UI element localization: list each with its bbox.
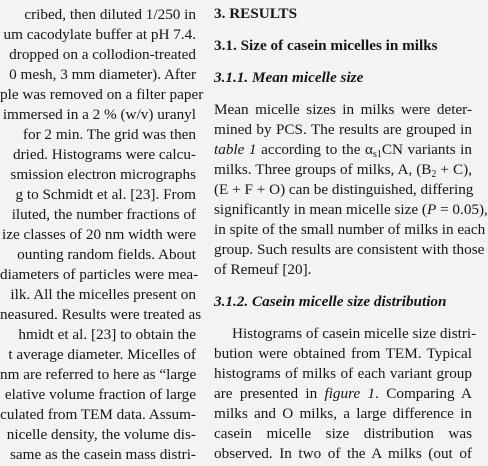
para1-line-4-text-end: + C), [436, 161, 472, 178]
para2-line-6: casein micelle size distribution was [214, 425, 472, 442]
section-heading: 3. RESULTS [214, 5, 298, 22]
p-value-symbol: P [426, 201, 437, 218]
para1-line-8: group. Such results are consistent with those [214, 241, 485, 258]
para1-line-9: of Remeuf [20]. [214, 261, 312, 278]
left-line-14: diameters of particles were mea- [0, 266, 199, 283]
left-line-10: g to Schmidt et al. [23]. From [15, 186, 196, 203]
para1-line-6-text: significantly in mean micelle size ( [214, 201, 427, 218]
left-line-8: dried. Histograms were calcu- [12, 146, 196, 163]
left-line-19: nm are referred to here as “large [0, 366, 197, 383]
para1-line-6 [214, 200, 488, 220]
para1-line-4-text: milks. Three groups of milks, A, (B [214, 161, 432, 178]
para2-line-3: histograms of milks of each variant group [214, 365, 472, 382]
left-line-18: t average diameter. Micelles of [8, 346, 196, 363]
alpha-subscript: s1 [372, 149, 382, 160]
para2-line-4 [214, 384, 472, 404]
para1-line-1-text: Mean micelle sizes in milks were deter- [214, 101, 472, 118]
para2-line-1: Histograms of casein micelle size distri- [232, 325, 477, 342]
left-line-17: hmidt et al. [23] to obtain the [18, 326, 196, 343]
subsection-heading: 3.1. Size of casein micelles in milks [214, 37, 438, 54]
para2-line-4-text-end: . Comparing A [375, 385, 472, 402]
left-line-11: iluted, the number fractions of [11, 206, 196, 223]
para1-line-3-text-end: CN variants in [381, 141, 472, 158]
para1-line-4 [214, 160, 472, 180]
left-line-15: ilk. All the micelles present on [10, 286, 196, 303]
para1-line-5: (E + F + O) can be distinguished, differing [214, 181, 474, 198]
left-line-4: 0 mesh, 3 mm diameter). After [9, 66, 196, 83]
para1-line-3-text: according to the α [256, 141, 373, 158]
left-line-1: cribed, then diluted 1/250 in [24, 6, 196, 23]
left-line-20: elative volume fraction of large [4, 386, 196, 403]
para1-line-7: in spite of the small number of milks in each [214, 221, 486, 238]
para2-line-5: milks and O milks, a large difference in [214, 405, 472, 422]
para1-line-1 [214, 100, 472, 120]
para2-line-7: observed. In two of the A milks (out of [214, 445, 472, 462]
para1-line-6-text-end: = 0.05), [436, 201, 488, 218]
left-line-2: um cacodylate buffer at pH 7.4. [3, 26, 196, 43]
subsubsection-heading-2: 3.1.2. Casein micelle size distribution [214, 293, 447, 310]
left-line-9: smission electron micrographs [10, 166, 196, 183]
left-line-3: dropped on a collodion-treated [9, 46, 196, 63]
left-line-21: culated from TEM data. Assum- [0, 406, 196, 423]
b-subscript: 2 [431, 169, 437, 180]
left-line-6: immersed in a 2 % (w/v) uranyl [2, 106, 196, 123]
left-line-23: same as the casein mass distri- [10, 446, 196, 463]
left-line-7: for 2 min. The grid was then [22, 126, 196, 143]
left-line-12: ize classes of 20 nm width were [1, 226, 196, 243]
left-line-22: nicelle density, the volume dis- [6, 426, 196, 443]
para1-line-2: mined by PCS. The results are grouped in [214, 121, 472, 138]
figure-reference[interactable]: figure 1 [324, 385, 376, 402]
para2-line-2: bution were obtained from TEM. Typical [214, 345, 472, 362]
left-line-16: neasured. Results were treated as [0, 306, 202, 323]
left-line-5: ple was removed on a filter paper [0, 86, 204, 103]
para1-line-3 [214, 140, 472, 160]
left-line-13: ounting random fields. About [17, 246, 196, 263]
table-reference[interactable]: table 1 [214, 141, 257, 158]
subsubsection-heading-1: 3.1.1. Mean micelle size [214, 69, 364, 86]
para2-line-4-text: are presented in [214, 385, 325, 402]
